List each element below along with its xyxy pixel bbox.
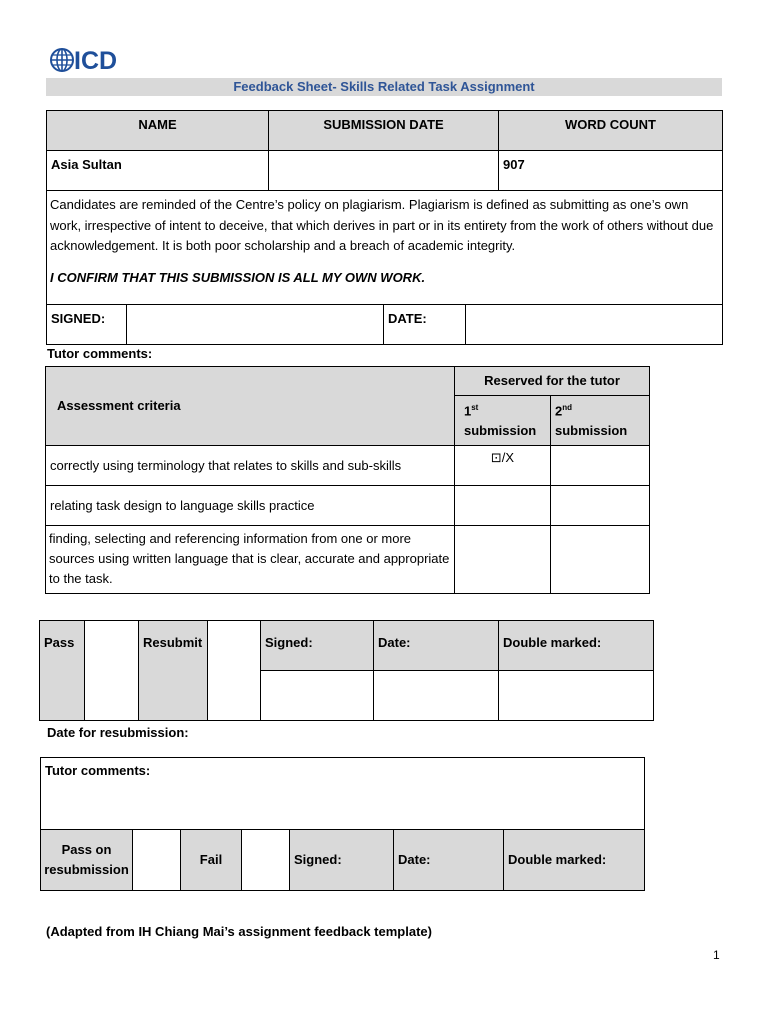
resub-tutor-comments[interactable]: Tutor comments:: [41, 758, 645, 830]
resub-double-marked-label: Double marked:: [504, 830, 645, 891]
fail-label: Fail: [181, 830, 242, 891]
word-count-header: WORD COUNT: [499, 111, 723, 151]
result-table: [39, 620, 654, 721]
result-date-label: Date:: [374, 621, 499, 671]
second-word: submission: [555, 423, 628, 439]
plagiarism-policy-cell: [47, 191, 723, 305]
criteria-row-1-text: correctly using terminology that relates to skills and sub-skills: [46, 446, 455, 486]
resubmit-box[interactable]: [208, 621, 261, 721]
confirm-statement: I CONFIRM THAT THIS SUBMISSION IS ALL MY OWN WORK.: [50, 269, 426, 285]
date-label: DATE:: [384, 305, 466, 345]
criteria-table: [45, 366, 650, 594]
info-table: [46, 110, 723, 345]
criteria-row-2-text: relating task design to language skills practice: [46, 486, 455, 526]
adapted-note: (Adapted from IH Chiang Mai’s assignment feedback template): [46, 924, 432, 939]
fail-box[interactable]: [242, 830, 290, 891]
criteria-row-1-first[interactable]: ⊡/X: [455, 446, 551, 486]
plagiarism-policy-text: Candidates are reminded of the Centre’s policy on plagiarism. Plagiarism is defined as submitting as one’s own work, irrespective of intent to deceive, that which derives in part or in its entirety from the work of others without due acknowledgement. It is both poor scholarship and a breach of academic integrity.: [50, 197, 714, 253]
pass-box[interactable]: [85, 621, 139, 721]
resubmit-label: Resubmit: [139, 621, 208, 721]
submission-date-value: [269, 151, 499, 191]
name-value: Asia Sultan: [47, 151, 269, 191]
pass-on-resubmission-box[interactable]: [133, 830, 181, 891]
resubmission-table: [40, 757, 645, 891]
page-title: Feedback Sheet- Skills Related Task Assignment: [46, 78, 722, 96]
second-sup: nd: [562, 403, 573, 412]
result-double-marked-label: Double marked:: [499, 621, 654, 671]
date-for-resubmission-label: Date for resubmission:: [47, 725, 189, 740]
logo-text: ICD: [74, 47, 118, 75]
criteria-row-3-second[interactable]: [551, 526, 650, 594]
resub-date-label: Date:: [394, 830, 504, 891]
criteria-row-3-text: finding, selecting and referencing information from one or more sources using written language that is clear, accurate and appropriate to the task.: [46, 526, 455, 594]
reserved-header: Reserved for the tutor: [455, 367, 650, 396]
pass-label: Pass: [40, 621, 85, 721]
criteria-row-3-first[interactable]: [455, 526, 551, 594]
criteria-row-2-second[interactable]: [551, 486, 650, 526]
resub-signed-label: Signed:: [290, 830, 394, 891]
globe-icon: [50, 48, 74, 72]
submission-date-header: SUBMISSION DATE: [269, 111, 499, 151]
icd-logo: [50, 46, 130, 76]
tutor-comments-label: Tutor comments:: [47, 346, 153, 361]
pass-on-resubmission-label: Pass on resubmission: [41, 830, 133, 891]
result-signed-field[interactable]: [261, 671, 374, 721]
date-field[interactable]: [466, 305, 723, 345]
first-submission-header: [455, 396, 551, 446]
result-double-marked-field[interactable]: [499, 671, 654, 721]
first-num: 1: [464, 403, 472, 419]
first-word: submission: [464, 423, 537, 439]
criteria-header: Assessment criteria: [46, 367, 455, 446]
first-sup: st: [471, 403, 479, 412]
criteria-row-1-second[interactable]: [551, 446, 650, 486]
result-signed-label: Signed:: [261, 621, 374, 671]
second-num: 2: [555, 403, 563, 419]
signed-field[interactable]: [127, 305, 384, 345]
second-submission-header: [551, 396, 650, 446]
criteria-row-2-first[interactable]: [455, 486, 551, 526]
page-number: 1: [713, 948, 720, 962]
signed-label: SIGNED:: [47, 305, 127, 345]
result-date-field[interactable]: [374, 671, 499, 721]
word-count-value: 907: [499, 151, 723, 191]
name-header: NAME: [47, 111, 269, 151]
